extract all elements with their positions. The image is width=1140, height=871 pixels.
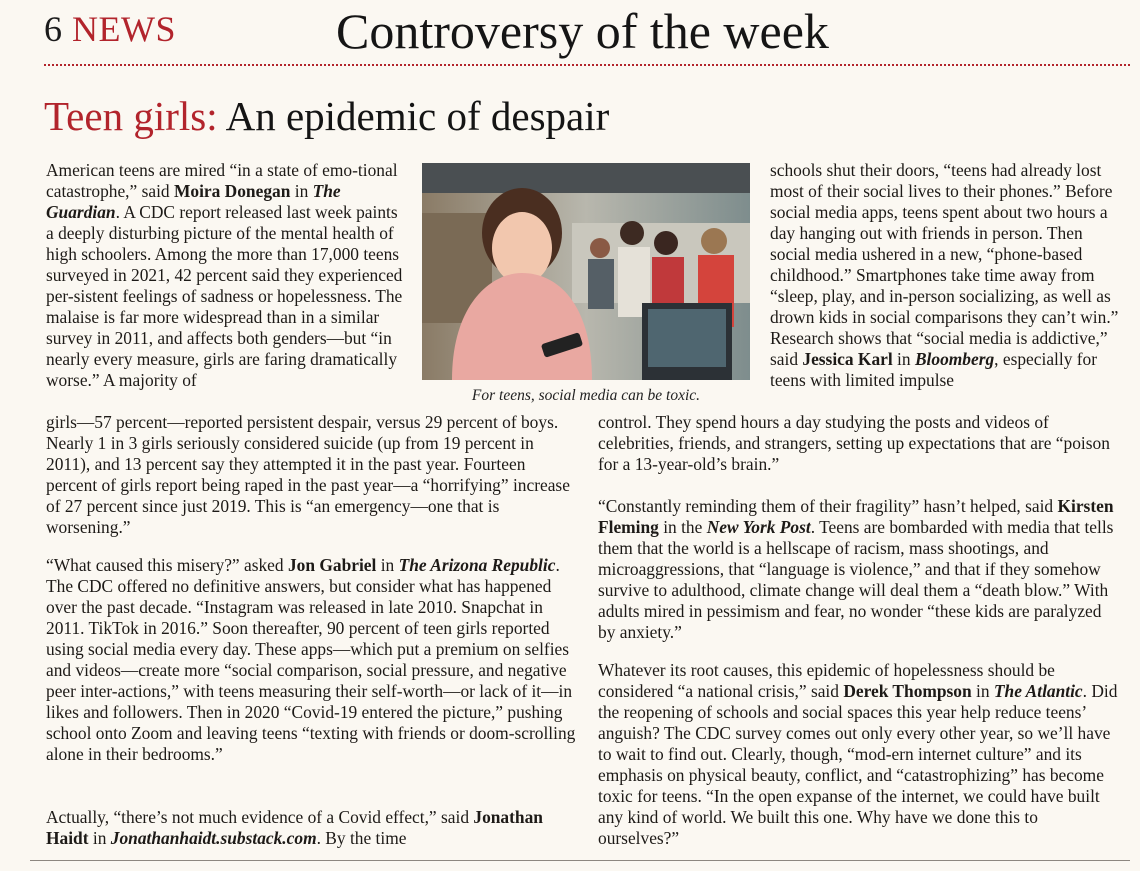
article-photo bbox=[422, 163, 750, 380]
text-run: American teens are mired “in a state of emo-tional catastrophe,” said bbox=[46, 160, 398, 201]
text-run: Actually, “there’s not much evidence of a Covid effect,” said bbox=[46, 807, 474, 827]
text-run: in bbox=[290, 181, 313, 201]
text-run: . A CDC report released last week paints a deeply disturbing picture of the mental health of high schoolers. Among the more than 17,000 teens surveyed in 2021, 42 percent said they experienced per-sistent feelings of sadness or hopelessness. The malaise is far more widespread than in a similar survey in 2011, and affects both genders—but “in nearly every measure, girls are faring dramatically worse.” A majority of bbox=[46, 202, 403, 390]
text-run: in bbox=[376, 555, 399, 575]
publication-name: Bloomberg bbox=[914, 349, 995, 369]
text-run: , especially for teens with limited impulse bbox=[770, 349, 1098, 390]
paragraph-5 bbox=[598, 660, 1122, 849]
text-run: in bbox=[971, 681, 994, 701]
paragraph-4 bbox=[598, 496, 1122, 643]
paragraph-3-continued-top bbox=[770, 160, 1122, 391]
source-name: Derek Thompson bbox=[843, 681, 972, 701]
text-run: in bbox=[892, 349, 915, 369]
headline-main: An epidemic of despair bbox=[225, 93, 610, 139]
text-run: . By the time bbox=[316, 828, 407, 848]
source-name: Kirsten Fleming bbox=[598, 496, 1114, 537]
paragraph-2 bbox=[46, 555, 576, 765]
page-number-section bbox=[44, 8, 176, 50]
publication-name: The Arizona Republic bbox=[398, 555, 556, 575]
photo-caption: For teens, social media can be toxic. bbox=[471, 387, 701, 404]
paragraph-3-continued-bottom: control. They spend hours a day studying the posts and videos of celebrities, friends, and strangers, setting up expectations that are “poison for a 13-year-old’s brain.” bbox=[598, 412, 1110, 474]
text-run: “Constantly reminding them of their fragility” hasn’t helped, said bbox=[598, 496, 1058, 516]
paragraph-1-bottom: girls—57 percent—reported persistent despair, versus 29 percent of boys. Nearly 1 in 3 girls seriously considered suicide (up from 19 percent in 2011), and 13 percent say they attempted it in the past year. Fourteen percent of girls report being raped in the past year—a “horrifying” increase of 27 percent since just 2019. This is “an emergency—one that is worsening.” bbox=[46, 412, 570, 537]
source-name: Moira Donegan bbox=[173, 181, 291, 201]
header-divider bbox=[44, 64, 1130, 66]
text-run: . Teens are bombarded with media that tells them that the world is a hellscape of racism, mass shootings, and microaggressions, that “language is violence,” and that if they somehow survive to adulthood, climate change will deal them a “death blow.” With adults mired in pessimism and fear, no wonder “these kids are paralyzed by anxiety.” bbox=[598, 517, 1114, 642]
text-run: . Did the reopening of schools and social spaces this year help reduce teens’ anguish? The CDC survey comes out only every other year, so we’ll have to wait to find out. Clearly, though, “mod-ern internet culture” and its emphasis on physical beauty, conflict, and “catastrophizing” has become toxic for teens. “In the open expanse of the internet, we could have built any kind of world. We built this one. Why have we done this to ourselves?” bbox=[598, 681, 1118, 848]
text-run: Whatever its root causes, this epidemic of hopelessness should be considered “a national crisis,” said bbox=[598, 660, 1055, 701]
source-name: Jonathan Haidt bbox=[46, 807, 543, 848]
text-run: “What caused this misery?” asked bbox=[46, 555, 288, 575]
headline-kicker: Teen girls: bbox=[44, 93, 218, 139]
footer-divider bbox=[30, 860, 1130, 861]
publication-name: The Atlantic bbox=[993, 681, 1083, 701]
photo-illustration bbox=[422, 163, 750, 380]
page-header-title: Controversy of the week bbox=[336, 3, 829, 59]
page-number: 6 bbox=[44, 9, 63, 49]
paragraph-1-top bbox=[46, 160, 406, 391]
publication-name: Jonathanhaidt.substack.com bbox=[110, 828, 317, 848]
text-run: in bbox=[88, 828, 111, 848]
publication-name: The Guardian bbox=[46, 181, 341, 222]
section-label: NEWS bbox=[72, 9, 176, 49]
paragraph-3 bbox=[46, 807, 576, 849]
text-run: schools shut their doors, “teens had already lost most of their social lives to their phones.” Before social media apps, teens spent about two hours a day hanging out with friends in person. Then social media ushered in a new, “phone-based childhood.” Smartphones take time away from “sleep, play, and in-person socializing, as well as drown kids in social comparisons they can’t win.” Research shows that “social media is addictive,” said bbox=[770, 160, 1119, 369]
text-run: in the bbox=[658, 517, 707, 537]
source-name: Jon Gabriel bbox=[287, 555, 377, 575]
publication-name: New York Post bbox=[706, 517, 811, 537]
article-headline bbox=[44, 92, 609, 140]
source-name: Jessica Karl bbox=[802, 349, 893, 369]
text-run: . The CDC offered no definitive answers, but consider what has happened over the past decade. “Instagram was released in late 2010. Snapchat in 2011. TikTok in 2016.” Soon thereafter, 90 percent of teen girls reported using social media every day. These apps—which put a premium on selfies and videos—create more “social comparison, social pressure, and negative peer inter-actions,” with teens measuring their self-worth—or lack of it—in likes and followers. Then in 2020 “Covid-19 entered the picture,” pushing school onto Zoom and leaving teens “texting with friends or doom-scrolling alone in their bedrooms.” bbox=[46, 555, 576, 764]
